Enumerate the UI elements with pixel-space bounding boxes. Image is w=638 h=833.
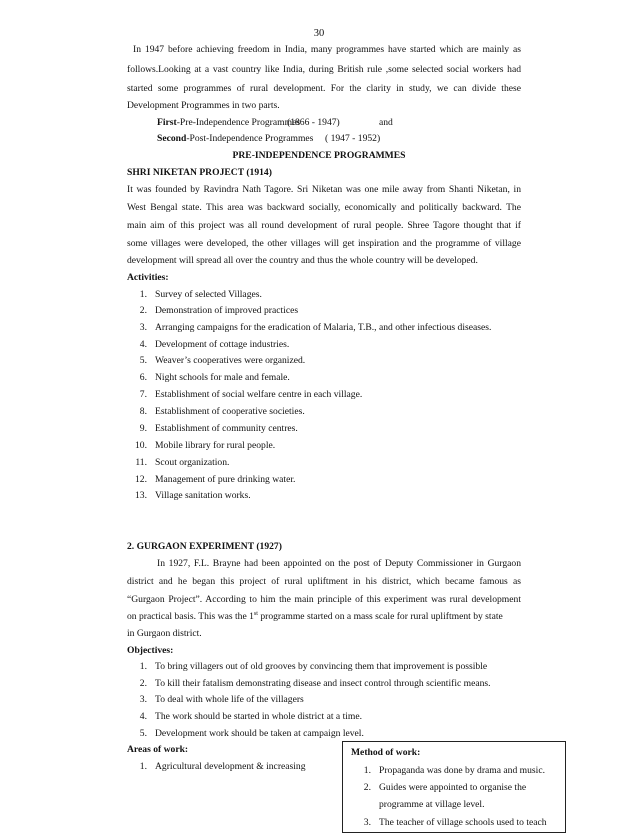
shri-niketan-line-1: It was founded by Ravindra Nath Tagore. Sri Niketan was one mile away from Shanti Niketan, in bbox=[127, 184, 521, 195]
first-label: First bbox=[157, 117, 177, 128]
first-part-line bbox=[157, 117, 393, 129]
activities-heading: Activities: bbox=[127, 272, 169, 283]
intro-line-3: started some programmes of rural development. For the clarity in study, we can divide these bbox=[127, 83, 521, 94]
areas-heading: Areas of work: bbox=[127, 744, 189, 755]
shri-niketan-heading: SHRI NIKETAN PROJECT (1914) bbox=[127, 167, 272, 178]
page-number: 30 bbox=[313, 28, 325, 39]
first-years: (1866 - 1947) bbox=[287, 117, 340, 128]
shri-niketan-line-4: some villages were developed, the other villages will get inspiration and the programme of village bbox=[127, 238, 521, 249]
gurgaon-line-1: In 1927, F.L. Brayne had been appointed on the post of Deputy Commissioner in Gurgaon bbox=[157, 558, 521, 569]
objectives-heading: Objectives: bbox=[127, 645, 174, 656]
gurgaon-line-2: district and he began this project of rural upliftment in his district, which became famous as bbox=[127, 576, 521, 587]
method-heading: Method of work: bbox=[351, 747, 421, 758]
shri-niketan-line-3: main aim of this project was all round development of rural people. Shree Tagore thought that if bbox=[127, 220, 521, 231]
gurgaon-line-5: in Gurgaon district. bbox=[127, 628, 202, 639]
intro-line-4: Development Programmes in two parts. bbox=[127, 100, 280, 111]
document-page: 30 In 1947 before achieving freedom in India, many programmes have started which are mainly as follows.Looking at a vast country like India, during British rule ,some selected social workers had started some programmes of rural development. For the clarity in study, we can divide these Development Programmes in two parts. First-Pre-Independence Programmes (1866 - 1947) and Second-Post-Independence Programmes ( 1947 - 1952) PRE-INDEPENDENCE PROGRAMMES SHRI NIKETAN PROJECT (1914) It was founded by Ravindra Nath Tagore. Sri Niketan was one mile away from Shanti Niketan, in West Bengal state. This area was backward socially, economically and politically backward. The main aim of this project was all round development of rural people. Shree Tagore thought that if some villages were developed, the other villages will get inspiration and the programme of village development will spread all over the country and thus the whole country will be developed. Activities: 1. Survey of selected Villages. 2. Demonstration of improved practices 3. Arranging campaigns for the eradication of Malaria, T.B., and other infectious diseases. 4. Development of cottage industries. 5. Weaver’s cooperatives were organized. 6. Night schools for male and female. 7. Establishment of social welfare centre in each village. 8. Establishment of cooperative societies. 9. Establishment of community centres. 10. Mobile library for rural people. 11. Scout organization. 12. Management of pure drinking water. 13. Village sanitation works. 2. GURGAON EXPERIMENT (1927) In 1927, F.L. Brayne had been appointed on the post of Deputy Commissioner in Gurgaon district and he began this project of rural upliftment in his district, which became famous as “Gurgaon Project”. According to him the main principle of this experiment was rural development on practical basis. This was the 1st programme started on a mass scale for rural upliftment by state in Gurgaon district. Objectives: 1. To bring villagers out of old grooves by convincing them that improvement is possible 2. To kill their fatalism demonstrating disease and insect control through scientific means. 3. To deal with whole life of the villagers 4. The work should be started in whole district at a time. 5. Development work should be taken at campaign level. Areas of work: 1. Agricultural development & increasing Method of work: 1. Propaganda was done by drama and music. 2. Guides were appointed to organise the programme at village level. 3. The teacher of village schools used to teach bbox=[0, 0, 638, 826]
second-text: -Post-Independence Programmes bbox=[186, 133, 314, 144]
gurgaon-line-4: on practical basis. This was the 1st programme started on a mass scale for rural upliftment by state bbox=[127, 610, 503, 622]
gurgaon-line-3: “Gurgaon Project”. According to him the main principle of this experiment was rural development bbox=[127, 594, 521, 605]
second-part-line bbox=[157, 133, 381, 145]
intro-line-2: follows.Looking at a vast country like India, during British rule ,some selected social workers had bbox=[127, 64, 521, 75]
gurgaon-heading: 2. GURGAON EXPERIMENT (1927) bbox=[127, 541, 282, 552]
shri-niketan-line-5: development will spread all over the country and thus the whole country will be developed. bbox=[127, 255, 478, 266]
method-of-work-box: Method of work: 1. Propaganda was done by drama and music. 2. Guides were appointed to organise the programme at village level. 3. The teacher of village schools used to teach bbox=[342, 741, 566, 833]
first-text: -Pre-Independence Programmes bbox=[176, 117, 301, 128]
section-heading: PRE-INDEPENDENCE PROGRAMMES bbox=[232, 150, 406, 161]
first-and: and bbox=[379, 117, 393, 128]
second-years: ( 1947 - 1952) bbox=[325, 133, 381, 144]
second-label: Second bbox=[157, 133, 187, 144]
ordinal-superscript: st bbox=[253, 610, 258, 617]
intro-line-1: In 1947 before achieving freedom in India, many programmes have started which are mainly as bbox=[133, 44, 521, 55]
shri-niketan-line-2: West Bengal state. This area was backward socially, economically and politically backward. The bbox=[127, 202, 521, 213]
